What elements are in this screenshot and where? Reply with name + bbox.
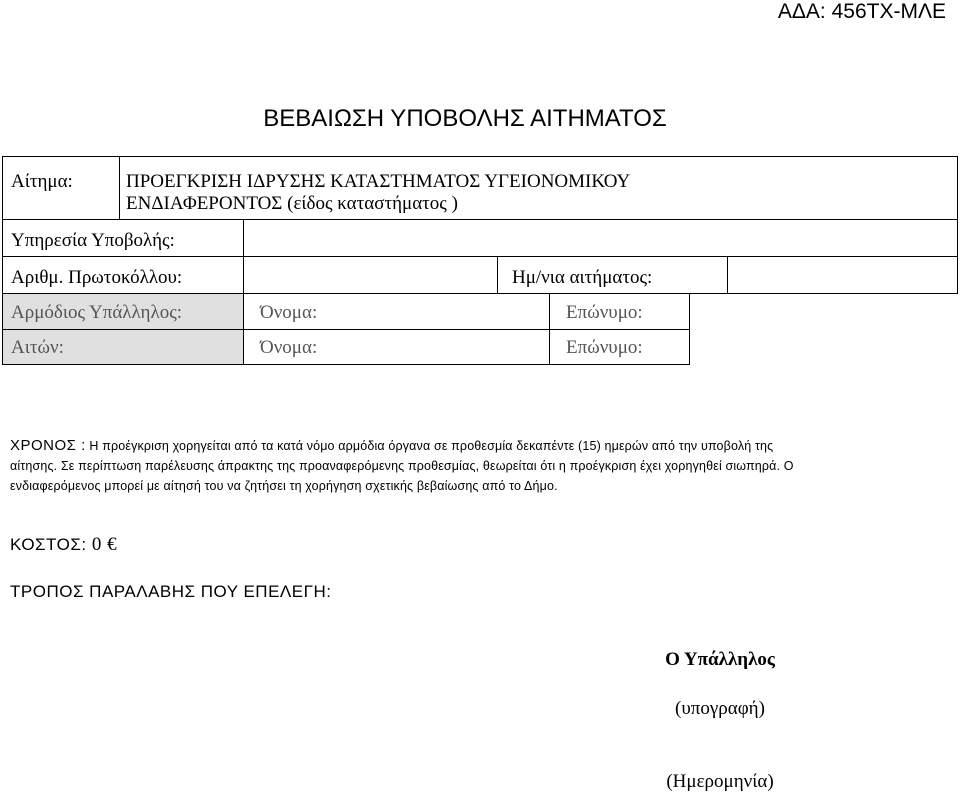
applicant-surname-label: Επώνυμο: bbox=[566, 337, 643, 358]
officer-name-label: Όνομα: bbox=[260, 302, 318, 323]
page-title: ΒΕΒΑΙΩΣΗ ΥΠΟΒΟΛΗΣ ΑΙΤΗΜΑΤΟΣ bbox=[263, 105, 667, 132]
request-label-cell bbox=[2, 156, 120, 220]
applicant-name-cell[interactable] bbox=[243, 329, 550, 365]
request-label: Αίτημα: bbox=[11, 171, 73, 192]
time-line1 bbox=[10, 436, 930, 456]
officer-label: Αρμόδιος Υπάλληλος: bbox=[11, 302, 182, 323]
service-label-cell bbox=[2, 219, 244, 257]
officer-name-cell[interactable] bbox=[243, 293, 550, 330]
officer-surname-cell[interactable] bbox=[549, 293, 690, 330]
time-section bbox=[10, 436, 930, 496]
applicant-label-cell bbox=[2, 329, 244, 365]
protocol-label-cell bbox=[2, 256, 244, 294]
request-date-value-cell[interactable] bbox=[727, 256, 958, 294]
request-date-label: Ημ/νια αιτήματος: bbox=[512, 267, 653, 288]
signature-sign: (υπογραφή) bbox=[675, 698, 765, 719]
officer-surname-label: Επώνυμο: bbox=[566, 302, 643, 323]
request-value-line2: ΕΝΔΙΑΦΕΡΟΝΤΟΣ (είδος καταστήματος ) bbox=[126, 193, 458, 214]
applicant-name-label: Όνομα: bbox=[260, 337, 318, 358]
request-value bbox=[126, 171, 630, 215]
protocol-label: Αριθμ. Πρωτοκόλλου: bbox=[11, 267, 183, 288]
time-text-line3: ενδιαφερόμενος μπορεί με αίτησή του να ζητήσει τη χορήγηση σχετικής βεβαίωσης από το Δήμο. bbox=[10, 479, 558, 493]
cost-section bbox=[10, 534, 117, 556]
time-text-line1: Η προέγκριση χορηγείται από τα κατά νόμο αρμόδια όργανα σε προθεσμία δεκαπέντε (15) ημερών από την υποβολή της bbox=[89, 439, 774, 453]
cost-label: ΚΟΣΤΟΣ: bbox=[10, 535, 87, 554]
applicant-surname-cell[interactable] bbox=[549, 329, 690, 365]
officer-label-cell bbox=[2, 293, 244, 330]
request-date-label-cell bbox=[497, 256, 728, 294]
request-form-table bbox=[2, 156, 958, 364]
request-value-line1: ΠΡΟΕΓΚΡΙΣΗ ΙΔΡΥΣΗΣ ΚΑΤΑΣΤΗΜΑΤΟΣ ΥΓΕΙΟΝΟΜΙΚΟΥ bbox=[126, 171, 631, 192]
signature-title: Ο Υπάλληλος bbox=[665, 649, 775, 670]
time-label: ΧΡΟΝΟΣ : bbox=[10, 437, 86, 454]
applicant-label: Αιτών: bbox=[11, 337, 64, 358]
service-label: Υπηρεσία Υποβολής: bbox=[11, 230, 175, 251]
service-value-cell[interactable] bbox=[243, 219, 958, 257]
signature-date: (Ημερομηνία) bbox=[666, 771, 774, 792]
ada-code: ΑΔΑ: 456ΤΧ-ΜΛΕ bbox=[777, 0, 946, 23]
protocol-value-cell[interactable] bbox=[243, 256, 498, 294]
cost-value: 0 € bbox=[91, 534, 118, 555]
request-value-cell bbox=[119, 156, 958, 220]
delivery-method-label: ΤΡΟΠΟΣ ΠΑΡΑΛΑΒΗΣ ΠΟΥ ΕΠΕΛΕΓΗ: bbox=[10, 582, 332, 601]
time-text-line2: αίτησης. Σε περίπτωση παρέλευσης άπρακτης της προαναφερόμενης προθεσμίας, θεωρείται ότι η προέγκριση έχει χορηγηθεί σιωπηρά. Ο bbox=[10, 459, 794, 473]
